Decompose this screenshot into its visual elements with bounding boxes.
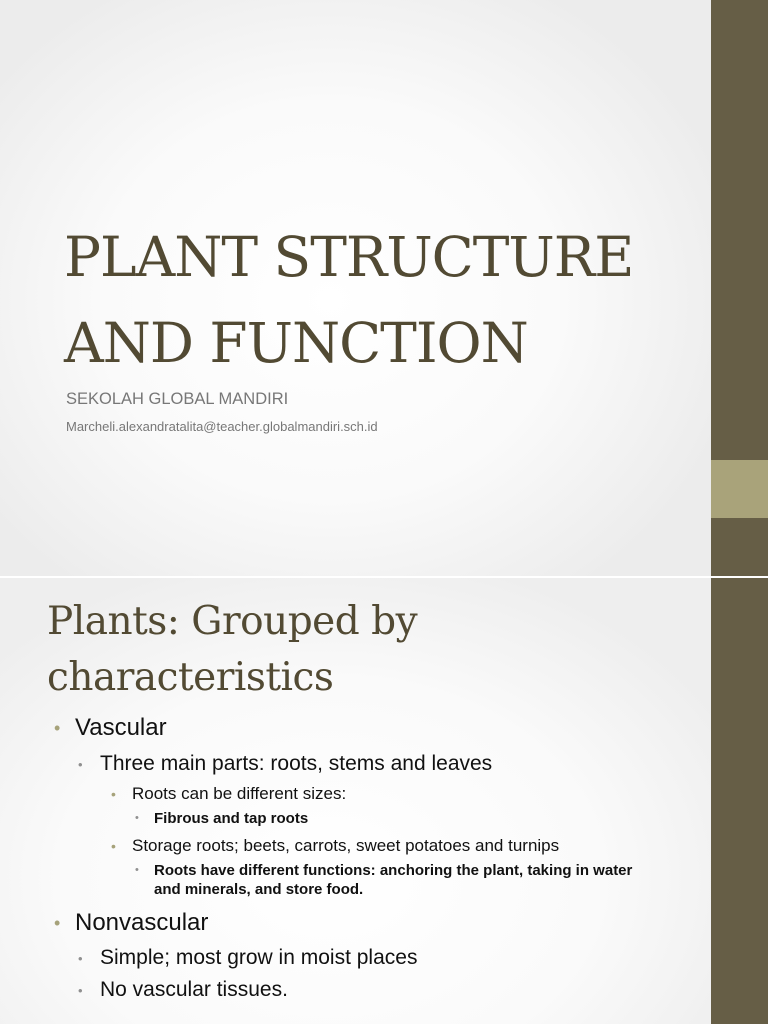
bullet-icon: • [78,983,83,998]
bullet-no-tissues: • No vascular tissues. [75,975,694,1005]
bullet-fibrous: • Fibrous and tap roots [135,810,309,827]
bullet-icon: • [78,757,83,772]
slide-title [64,214,684,386]
heading-line-2: characteristics [47,655,334,700]
title-line-1: PLANT STRUCTURE [64,225,634,289]
bullet-list [54,712,694,1005]
bullet-icon: • [135,864,139,876]
sidebar-accent-block [711,460,768,518]
bullet-icon: • [111,786,116,802]
bullet-icon: • [135,812,139,824]
sidebar-stripe-2 [711,578,768,1024]
title-line-2: AND FUNCTION [64,311,528,375]
author-email: Marcheli.alexandratalita@teacher.globalmandiri.sch.id [66,419,378,434]
bullet-nonvascular: • Nonvascular [54,907,694,939]
bullet-simple: • Simple; most grow in moist places [75,943,694,973]
content-slide [0,578,768,1024]
bullet-roots-sizes: • Roots can be different sizes: [110,781,694,807]
heading-line-1: Plants: Grouped by [47,599,418,644]
bullet-icon: • [78,951,83,966]
slide-heading [47,594,647,706]
bullet-root-functions: • Roots have different functions: anchoring the plant, taking in water and minerals, and store food. [135,862,633,898]
bullet-storage-roots: • Storage roots; beets, carrots, sweet potatoes and turnips [110,833,694,859]
bullet-vascular-parts: • Three main parts: roots, stems and leaves [75,749,694,779]
school-name: SEKOLAH GLOBAL MANDIRI [66,390,289,408]
bullet-icon: • [54,913,61,933]
bullet-vascular: • Vascular [54,712,694,744]
bullet-icon: • [111,838,116,854]
bullet-icon: • [54,718,61,738]
